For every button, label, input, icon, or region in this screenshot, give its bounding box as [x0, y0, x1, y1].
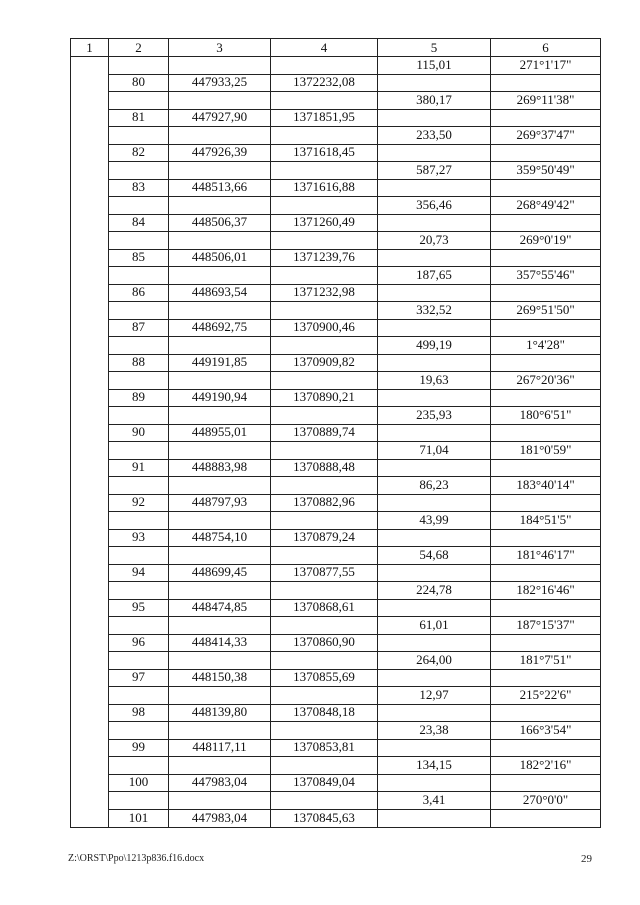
y-coordinate-cell — [271, 127, 378, 144]
x-coordinate-cell — [169, 57, 271, 74]
point-number-cell — [109, 407, 169, 424]
point-number-cell: 94 — [109, 565, 169, 582]
segment-subrow — [109, 372, 600, 390]
segment-subrow — [109, 407, 600, 425]
point-number-cell — [109, 617, 169, 634]
segment-subrow — [109, 127, 600, 145]
y-coordinate-cell — [271, 757, 378, 774]
bearing-cell: 271°1'17" — [519, 57, 572, 73]
x-coordinate-cell — [169, 337, 271, 354]
bearing-cell: 269°11'38" — [516, 92, 575, 108]
x-coordinate-cell: 448506,01 — [169, 250, 271, 267]
point-subrow — [109, 75, 600, 93]
point-subrow — [109, 460, 600, 478]
bearing-cell: 267°20'36" — [516, 372, 575, 388]
point-subrow — [109, 145, 600, 163]
length-cell — [378, 215, 491, 232]
point-number-cell: 83 — [109, 180, 169, 197]
bearing-cell — [491, 460, 600, 477]
x-coordinate-cell — [169, 547, 271, 564]
x-coordinate-cell: 447983,04 — [169, 775, 271, 792]
length-cell — [378, 810, 491, 828]
length-cell — [378, 355, 491, 372]
x-coordinate-cell — [169, 582, 271, 599]
y-coordinate-cell — [271, 442, 378, 459]
y-coordinate-cell: 1370860,90 — [271, 635, 378, 652]
bearing-cell — [491, 635, 600, 652]
y-coordinate-cell: 1370909,82 — [271, 355, 378, 372]
point-number-cell — [109, 687, 169, 704]
point-number-cell: 91 — [109, 460, 169, 477]
y-coordinate-cell: 1371239,76 — [271, 250, 378, 267]
table-body — [71, 57, 600, 827]
x-coordinate-cell: 448699,45 — [169, 565, 271, 582]
bearing-cell — [491, 250, 600, 267]
x-coordinate-cell — [169, 442, 271, 459]
bearing-cell: 182°2'16" — [519, 757, 572, 773]
segment-subrow — [109, 652, 600, 670]
x-coordinate-cell: 448117,11 — [169, 740, 271, 757]
x-coordinate-cell: 448139,80 — [169, 705, 271, 722]
length-cell — [378, 740, 491, 757]
bearing-cell: 182°16'46" — [516, 582, 575, 598]
x-coordinate-cell — [169, 267, 271, 284]
point-subrow — [109, 495, 600, 513]
x-coordinate-cell — [169, 407, 271, 424]
length-cell — [378, 75, 491, 92]
x-coordinate-cell: 448692,75 — [169, 320, 271, 337]
y-coordinate-cell — [271, 652, 378, 669]
point-number-cell: 92 — [109, 495, 169, 512]
point-subrow — [109, 390, 600, 408]
point-number-cell: 98 — [109, 705, 169, 722]
coordinates-table — [70, 38, 601, 828]
column-1-merged-cell — [71, 57, 109, 827]
length-cell: 134,15 — [378, 757, 491, 774]
y-coordinate-cell — [271, 337, 378, 354]
bearing-cell — [491, 495, 600, 512]
x-coordinate-cell: 448754,10 — [169, 530, 271, 547]
y-coordinate-cell — [271, 547, 378, 564]
point-number-cell — [109, 337, 169, 354]
x-coordinate-cell — [169, 197, 271, 214]
length-cell — [378, 495, 491, 512]
bearing-cell — [491, 425, 600, 442]
length-cell: 115,01 — [378, 57, 491, 74]
y-coordinate-cell — [271, 687, 378, 704]
length-cell: 61,01 — [378, 617, 491, 634]
bearing-cell — [491, 215, 600, 232]
point-number-cell — [109, 372, 169, 389]
point-subrow — [109, 285, 600, 303]
y-coordinate-cell: 1371616,88 — [271, 180, 378, 197]
length-cell: 356,46 — [378, 197, 491, 214]
x-coordinate-cell — [169, 792, 271, 809]
segment-subrow — [109, 162, 600, 180]
segment-subrow — [109, 302, 600, 320]
bearing-cell — [491, 75, 600, 92]
x-coordinate-cell — [169, 687, 271, 704]
x-coordinate-cell — [169, 757, 271, 774]
point-number-cell: 86 — [109, 285, 169, 302]
point-number-cell: 89 — [109, 390, 169, 407]
x-coordinate-cell — [169, 652, 271, 669]
bearing-cell — [491, 390, 600, 407]
x-coordinate-cell: 447933,25 — [169, 75, 271, 92]
length-cell: 12,97 — [378, 687, 491, 704]
y-coordinate-cell — [271, 232, 378, 249]
footer-page-number: 29 — [581, 853, 592, 865]
x-coordinate-cell: 448955,01 — [169, 425, 271, 442]
y-coordinate-cell: 1371260,49 — [271, 215, 378, 232]
y-coordinate-cell — [271, 302, 378, 319]
segment-subrow — [109, 57, 600, 75]
bearing-cell: 357°55'46" — [516, 267, 575, 283]
point-subrow — [109, 600, 600, 618]
point-subrow — [109, 250, 600, 268]
header-col-3: 3 — [169, 39, 271, 56]
bearing-cell — [491, 320, 600, 337]
bearing-cell: 180°6'51" — [519, 407, 572, 423]
x-coordinate-cell: 448693,54 — [169, 285, 271, 302]
point-subrow — [109, 565, 600, 583]
y-coordinate-cell: 1370877,55 — [271, 565, 378, 582]
bearing-cell: 269°37'47" — [516, 127, 575, 143]
point-subrow — [109, 705, 600, 723]
y-coordinate-cell — [271, 477, 378, 494]
x-coordinate-cell: 448883,98 — [169, 460, 271, 477]
x-coordinate-cell — [169, 477, 271, 494]
y-coordinate-cell: 1370845,63 — [271, 810, 378, 828]
bearing-cell — [491, 775, 600, 792]
y-coordinate-cell — [271, 407, 378, 424]
point-number-cell: 95 — [109, 600, 169, 617]
point-subrow — [109, 670, 600, 688]
bearing-cell: 1°4'28" — [526, 337, 565, 353]
bearing-cell: 166°3'54" — [519, 722, 572, 738]
bearing-cell — [491, 285, 600, 302]
bearing-cell — [491, 355, 600, 372]
point-number-cell: 96 — [109, 635, 169, 652]
bearing-cell: 181°46'17" — [516, 547, 575, 563]
y-coordinate-cell: 1370849,04 — [271, 775, 378, 792]
length-cell: 187,65 — [378, 267, 491, 284]
y-coordinate-cell: 1370888,48 — [271, 460, 378, 477]
bearing-cell: 268°49'42" — [516, 197, 575, 213]
length-cell — [378, 390, 491, 407]
point-number-cell — [109, 127, 169, 144]
length-cell — [378, 110, 491, 127]
y-coordinate-cell — [271, 512, 378, 529]
segment-subrow — [109, 92, 600, 110]
x-coordinate-cell — [169, 232, 271, 249]
y-coordinate-cell — [271, 722, 378, 739]
point-subrow — [109, 530, 600, 548]
x-coordinate-cell: 447983,04 — [169, 810, 271, 828]
point-number-cell — [109, 547, 169, 564]
point-number-cell — [109, 477, 169, 494]
length-cell: 380,17 — [378, 92, 491, 109]
point-subrow — [109, 180, 600, 198]
y-coordinate-cell: 1370889,74 — [271, 425, 378, 442]
bearing-cell: 215°22'6" — [519, 687, 572, 703]
point-subrow — [109, 635, 600, 653]
point-number-cell: 84 — [109, 215, 169, 232]
length-cell: 224,78 — [378, 582, 491, 599]
length-cell: 587,27 — [378, 162, 491, 179]
bearing-cell — [491, 705, 600, 722]
length-cell — [378, 705, 491, 722]
point-subrow — [109, 110, 600, 128]
point-subrow — [109, 320, 600, 338]
header-col-4: 4 — [271, 39, 378, 56]
point-number-cell — [109, 512, 169, 529]
point-number-cell — [109, 792, 169, 809]
length-cell — [378, 600, 491, 617]
length-cell — [378, 635, 491, 652]
x-coordinate-cell: 448506,37 — [169, 215, 271, 232]
point-subrow — [109, 810, 600, 828]
y-coordinate-cell: 1370900,46 — [271, 320, 378, 337]
length-cell: 235,93 — [378, 407, 491, 424]
point-number-cell — [109, 442, 169, 459]
segment-subrow — [109, 477, 600, 495]
point-number-cell: 100 — [109, 775, 169, 792]
y-coordinate-cell: 1370848,18 — [271, 705, 378, 722]
y-coordinate-cell — [271, 197, 378, 214]
y-coordinate-cell — [271, 372, 378, 389]
segment-subrow — [109, 547, 600, 565]
x-coordinate-cell: 448513,66 — [169, 180, 271, 197]
segment-subrow — [109, 442, 600, 460]
x-coordinate-cell — [169, 722, 271, 739]
length-cell: 23,38 — [378, 722, 491, 739]
y-coordinate-cell — [271, 617, 378, 634]
length-cell — [378, 180, 491, 197]
y-coordinate-cell: 1370868,61 — [271, 600, 378, 617]
bearing-cell: 270°0'0" — [522, 792, 569, 808]
y-coordinate-cell: 1371232,98 — [271, 285, 378, 302]
segment-subrow — [109, 792, 600, 810]
point-subrow — [109, 425, 600, 443]
length-cell — [378, 250, 491, 267]
length-cell: 20,73 — [378, 232, 491, 249]
x-coordinate-cell — [169, 617, 271, 634]
point-number-cell: 99 — [109, 740, 169, 757]
point-number-cell: 82 — [109, 145, 169, 162]
y-coordinate-cell: 1371851,95 — [271, 110, 378, 127]
point-subrow — [109, 775, 600, 793]
length-cell: 499,19 — [378, 337, 491, 354]
y-coordinate-cell — [271, 267, 378, 284]
point-number-cell — [109, 722, 169, 739]
x-coordinate-cell: 448414,33 — [169, 635, 271, 652]
length-cell: 54,68 — [378, 547, 491, 564]
length-cell — [378, 425, 491, 442]
segment-subrow — [109, 582, 600, 600]
x-coordinate-cell: 449190,94 — [169, 390, 271, 407]
bearing-cell: 269°0'19" — [519, 232, 572, 248]
length-cell: 86,23 — [378, 477, 491, 494]
point-subrow — [109, 215, 600, 233]
length-cell — [378, 565, 491, 582]
footer-file-path: Z:\ORST\Ppo\1213p836.f16.docx — [68, 853, 205, 864]
length-cell: 71,04 — [378, 442, 491, 459]
x-coordinate-cell: 448474,85 — [169, 600, 271, 617]
x-coordinate-cell — [169, 372, 271, 389]
point-number-cell: 85 — [109, 250, 169, 267]
y-coordinate-cell: 1370879,24 — [271, 530, 378, 547]
bearing-cell — [491, 740, 600, 757]
segment-subrow — [109, 232, 600, 250]
length-cell: 233,50 — [378, 127, 491, 144]
y-coordinate-cell — [271, 582, 378, 599]
length-cell — [378, 145, 491, 162]
x-coordinate-cell — [169, 92, 271, 109]
bearing-cell — [491, 565, 600, 582]
point-number-cell — [109, 582, 169, 599]
bearing-cell: 187°15'37" — [516, 617, 575, 633]
point-subrow — [109, 355, 600, 373]
y-coordinate-cell — [271, 57, 378, 74]
point-number-cell: 88 — [109, 355, 169, 372]
x-coordinate-cell — [169, 127, 271, 144]
y-coordinate-cell — [271, 162, 378, 179]
point-number-cell — [109, 267, 169, 284]
length-cell — [378, 320, 491, 337]
point-number-cell: 93 — [109, 530, 169, 547]
bearing-cell — [491, 110, 600, 127]
point-number-cell — [109, 92, 169, 109]
header-col-2: 2 — [109, 39, 169, 56]
segment-subrow — [109, 512, 600, 530]
point-number-cell — [109, 757, 169, 774]
header-col-6: 6 — [542, 40, 549, 55]
bearing-cell: 359°50'49" — [516, 162, 575, 178]
x-coordinate-cell — [169, 162, 271, 179]
y-coordinate-cell: 1370853,81 — [271, 740, 378, 757]
bearing-cell — [491, 180, 600, 197]
bearing-cell: 181°7'51" — [519, 652, 572, 668]
point-subrow — [109, 740, 600, 758]
y-coordinate-cell — [271, 792, 378, 809]
segment-subrow — [109, 617, 600, 635]
segment-subrow — [109, 722, 600, 740]
point-number-cell — [109, 232, 169, 249]
y-coordinate-cell: 1370890,21 — [271, 390, 378, 407]
point-number-cell: 80 — [109, 75, 169, 92]
bearing-cell — [491, 145, 600, 162]
bearing-cell: 183°40'14" — [516, 477, 575, 493]
length-cell — [378, 285, 491, 302]
point-number-cell: 97 — [109, 670, 169, 687]
bearing-cell: 181°0'59" — [519, 442, 572, 458]
length-cell: 332,52 — [378, 302, 491, 319]
length-cell: 3,41 — [378, 792, 491, 809]
point-number-cell — [109, 57, 169, 74]
point-number-cell — [109, 162, 169, 179]
segment-subrow — [109, 197, 600, 215]
bearing-cell — [491, 600, 600, 617]
length-cell — [378, 530, 491, 547]
table-grid — [109, 57, 600, 827]
table-header-row — [71, 39, 600, 57]
x-coordinate-cell: 449191,85 — [169, 355, 271, 372]
segment-subrow — [109, 267, 600, 285]
segment-subrow — [109, 757, 600, 775]
x-coordinate-cell: 448797,93 — [169, 495, 271, 512]
length-cell: 264,00 — [378, 652, 491, 669]
length-cell — [378, 775, 491, 792]
x-coordinate-cell — [169, 302, 271, 319]
point-number-cell — [109, 302, 169, 319]
segment-subrow — [109, 687, 600, 705]
x-coordinate-cell: 447926,39 — [169, 145, 271, 162]
y-coordinate-cell: 1370855,69 — [271, 670, 378, 687]
point-number-cell: 81 — [109, 110, 169, 127]
bearing-cell — [491, 810, 600, 828]
length-cell — [378, 460, 491, 477]
x-coordinate-cell: 448150,38 — [169, 670, 271, 687]
header-col-5: 5 — [378, 39, 491, 56]
length-cell: 43,99 — [378, 512, 491, 529]
point-number-cell: 90 — [109, 425, 169, 442]
bearing-cell — [491, 670, 600, 687]
point-number-cell: 101 — [109, 810, 169, 828]
length-cell: 19,63 — [378, 372, 491, 389]
point-number-cell: 87 — [109, 320, 169, 337]
length-cell — [378, 670, 491, 687]
y-coordinate-cell: 1372232,08 — [271, 75, 378, 92]
header-col-1: 1 — [71, 39, 109, 56]
y-coordinate-cell: 1370882,96 — [271, 495, 378, 512]
x-coordinate-cell: 447927,90 — [169, 110, 271, 127]
y-coordinate-cell: 1371618,45 — [271, 145, 378, 162]
bearing-cell: 269°51'50" — [516, 302, 575, 318]
x-coordinate-cell — [169, 512, 271, 529]
bearing-cell — [491, 530, 600, 547]
bearing-cell: 184°51'5" — [519, 512, 572, 528]
point-number-cell — [109, 652, 169, 669]
segment-subrow — [109, 337, 600, 355]
y-coordinate-cell — [271, 92, 378, 109]
point-number-cell — [109, 197, 169, 214]
